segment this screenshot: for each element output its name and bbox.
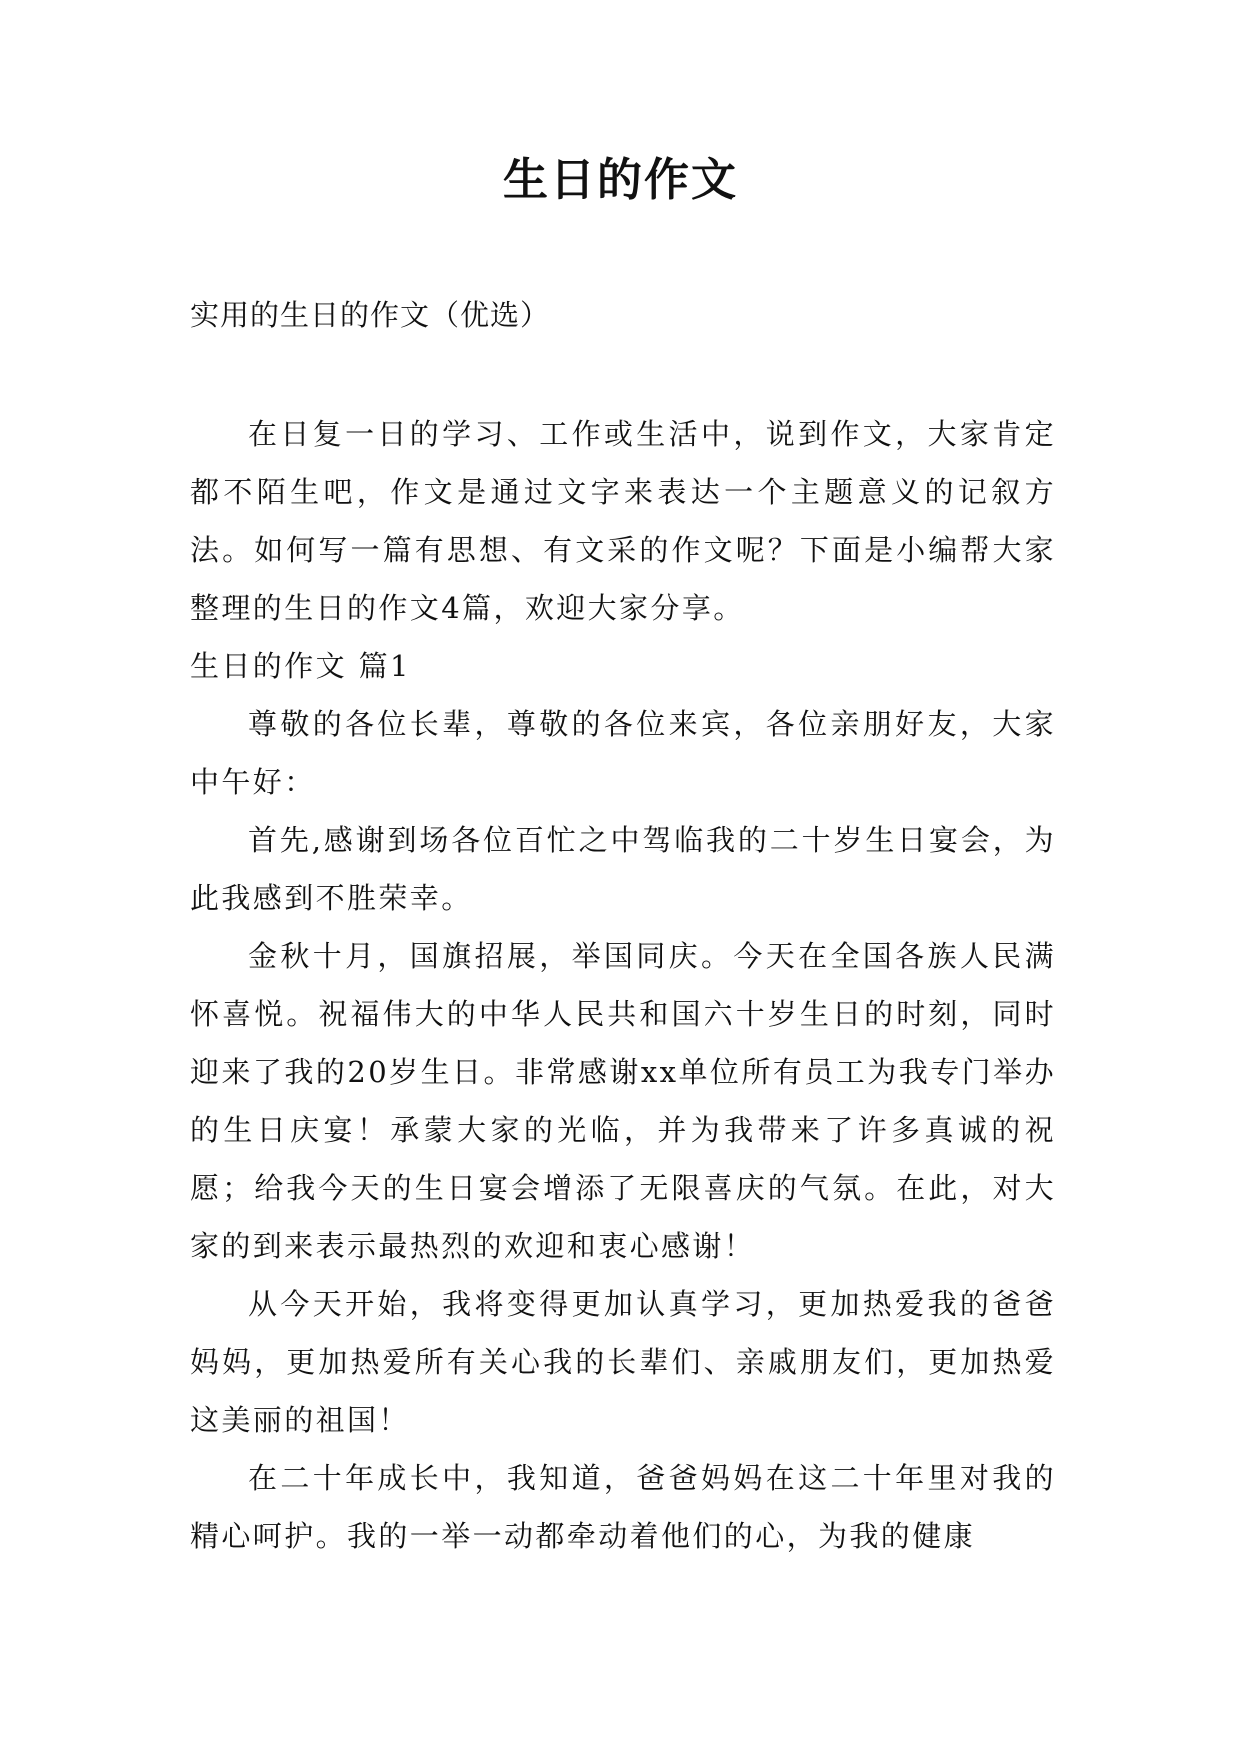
body-paragraph: 尊敬的各位长辈，尊敬的各位来宾，各位亲朋好友，大家中午好： (190, 707, 1056, 799)
document-subtitle: 实用的生日的作文（优选） (190, 298, 551, 332)
document-body (190, 405, 1056, 1565)
document-title: 生日的作文 (502, 153, 738, 206)
section-heading: 生日的作文 篇1 (190, 649, 411, 683)
body-paragraph: 在二十年成长中，我知道，爸爸妈妈在这二十年里对我的精心呵护。我的一举一动都牵动着他们的心，为我的健康 (190, 1461, 1056, 1553)
intro-paragraph: 在日复一日的学习、工作或生活中，说到作文，大家肯定都不陌生吧，作文是通过文字来表达一个主题意义的记叙方法。如何写一篇有思想、有文采的作文呢？下面是小编帮大家整理的生日的作文4篇，欢迎大家分享。 (190, 417, 1056, 625)
body-paragraph: 金秋十月，国旗招展，举国同庆。今天在全国各族人民满怀喜悦。祝福伟大的中华人民共和国六十岁生日的时刻，同时迎来了我的20岁生日。非常感谢xx单位所有员工为我专门举办的生日庆宴！承蒙大家的光临，并为我带来了许多真诚的祝愿；给我今天的生日宴会增添了无限喜庆的气氛。在此，对大家的到来表示最热烈的欢迎和衷心感谢！ (190, 939, 1056, 1263)
body-paragraph: 首先,感谢到场各位百忙之中驾临我的二十岁生日宴会，为此我感到不胜荣幸。 (190, 823, 1056, 915)
body-paragraph: 从今天开始，我将变得更加认真学习，更加热爱我的爸爸妈妈，更加热爱所有关心我的长辈们、亲戚朋友们，更加热爱这美丽的祖国！ (190, 1287, 1056, 1437)
